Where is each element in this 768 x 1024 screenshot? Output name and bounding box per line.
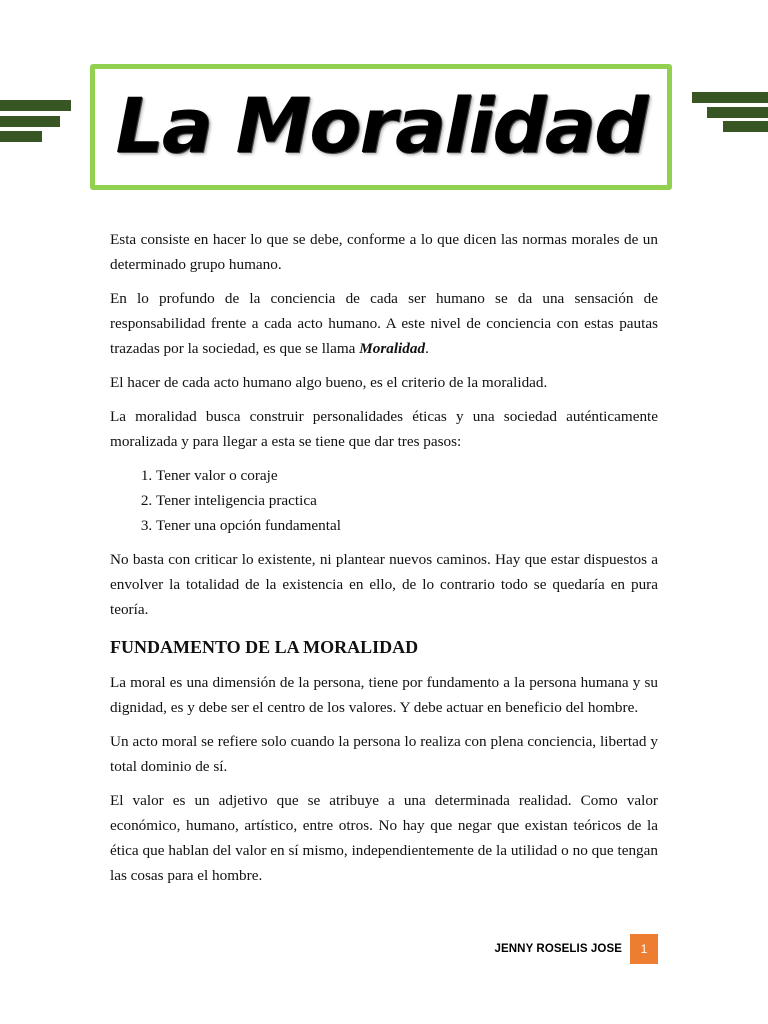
decor-bar (0, 131, 42, 142)
decorative-bars-right (690, 90, 768, 134)
page-footer (480, 934, 658, 964)
paragraph: El valor es un adjetivo que se atribuye a una determinada realidad. Como valor económico, humano, artístico, entre otros. No hay que negar que existan teóricos de la ética que hablan del valor en sí mismo, independientemente de la utilidad o no que tengan las cosas para el hombre. (110, 792, 658, 884)
section-heading: FUNDAMENTO DE LA MORALIDAD (110, 637, 419, 657)
author-name: JENNY ROSELIS JOSE (494, 943, 622, 955)
document-body (110, 227, 658, 897)
paragraph-end: . (425, 340, 429, 357)
paragraph-text: En lo profundo de la conciencia de cada ser humano se da una sensación de responsabilidad frente a cada acto humano. A este nivel de conciencia con estas pautas trazadas por la sociedad, es que se llama (110, 290, 658, 357)
paragraph: La moral es una dimensión de la persona, tiene por fundamento a la persona humana y su dignidad, es y debe ser el centro de los valores. Y debe actuar en beneficio del hombre. (110, 674, 658, 716)
paragraph: El hacer de cada acto humano algo bueno, es el criterio de la moralidad. (110, 374, 548, 391)
list-item: 2. Tener inteligencia practica (156, 488, 658, 513)
decor-bar (0, 116, 60, 127)
decor-bar (707, 107, 768, 118)
paragraph: La moralidad busca construir personalidades éticas y una sociedad auténticamente moralizada y para llegar a esta se tiene que dar tres pasos: (110, 408, 658, 450)
list-item: 1. Tener valor o coraje (156, 463, 658, 488)
steps-list (110, 463, 658, 538)
paragraph: No basta con criticar lo existente, ni plantear nuevos caminos. Hay que estar dispuestos a envolver la totalidad de la existencia en ello, de lo contrario todo se quedaría en pura teoría. (110, 551, 658, 618)
paragraph: Esta consiste en hacer lo que se debe, conforme a lo que dicen las normas morales de un determinado grupo humano. (110, 231, 658, 273)
decorative-bars-left (0, 100, 72, 144)
document-title: La Moralidad (115, 80, 647, 170)
list-item: 3. Tener una opción fundamental (156, 513, 658, 538)
emphasis-moralidad: Moralidad (359, 340, 426, 357)
decor-bar (0, 100, 71, 111)
page-number: 1 (630, 934, 658, 964)
decor-bar (723, 121, 768, 132)
title-box (90, 64, 672, 190)
decor-bar (692, 92, 768, 103)
paragraph (110, 286, 658, 361)
paragraph: Un acto moral se refiere solo cuando la persona lo realiza con plena conciencia, libertad y total dominio de sí. (110, 733, 658, 775)
